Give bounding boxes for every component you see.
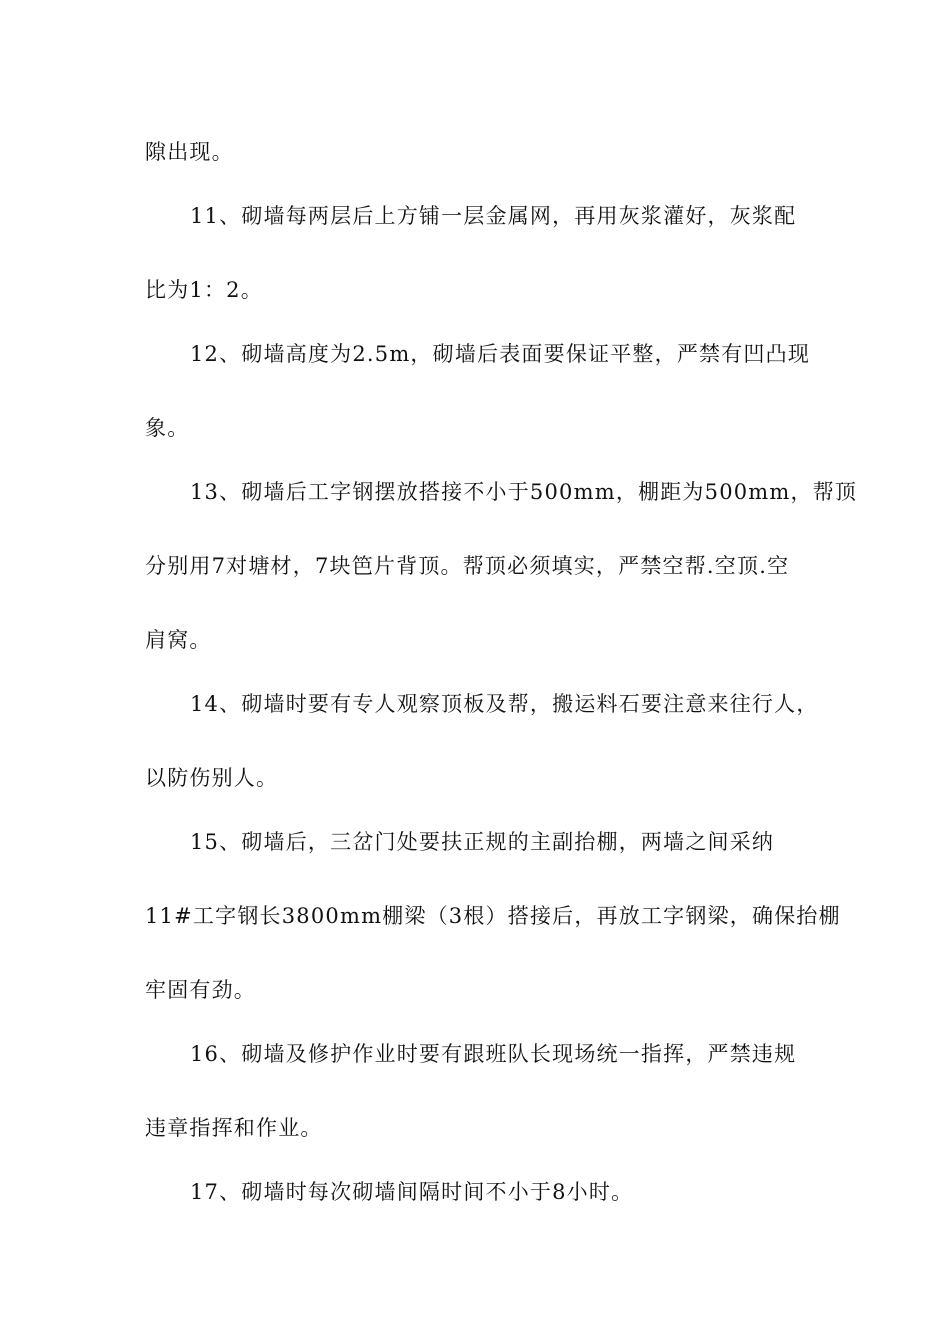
item-11-line-1: 11、砌墙每两层后上方铺一层金属网，再用灰浆灌好，灰浆配 [190, 204, 797, 228]
item-16-line-1: 16、砌墙及修护作业时要有跟班队长现场统一指挥，严禁违规 [190, 1042, 797, 1066]
item-11-line-2: 比为1：2。 [145, 278, 263, 302]
item-14-line-2: 以防伤别人。 [145, 766, 279, 790]
item-12-line-1: 12、砌墙高度为2.5m，砌墙后表面要保证平整，严禁有凹凸现 [190, 342, 811, 366]
item-15-line-1: 15、砌墙后，三岔门处要扶正规的主副抬棚，两墙之间采纳 [190, 830, 775, 854]
item-13-line-2: 分别用7对塘材，7块笆片背顶。帮顶必须填实，严禁空帮.空顶.空 [145, 554, 790, 578]
item-13-line-1: 13、砌墙后工字钢摆放搭接不小于500mm，棚距为500mm，帮顶 [190, 480, 858, 504]
text-line-continuation: 隙出现。 [145, 140, 234, 164]
item-12-line-2: 象。 [145, 416, 190, 440]
item-15-line-3: 牢固有劲。 [145, 978, 256, 1002]
item-15-line-2: 11#工字钢长3800mm棚梁（3根）搭接后，再放工字钢梁，确保抬棚 [145, 904, 841, 928]
item-16-line-2: 违章指挥和作业。 [145, 1116, 323, 1140]
item-14-line-1: 14、砌墙时要有专人观察顶板及帮，搬运料石要注意来往行人， [190, 692, 819, 716]
item-17-line-1: 17、砌墙时每次砌墙间隔时间不小于8小时。 [190, 1180, 634, 1204]
item-13-line-3: 肩窝。 [145, 628, 212, 652]
